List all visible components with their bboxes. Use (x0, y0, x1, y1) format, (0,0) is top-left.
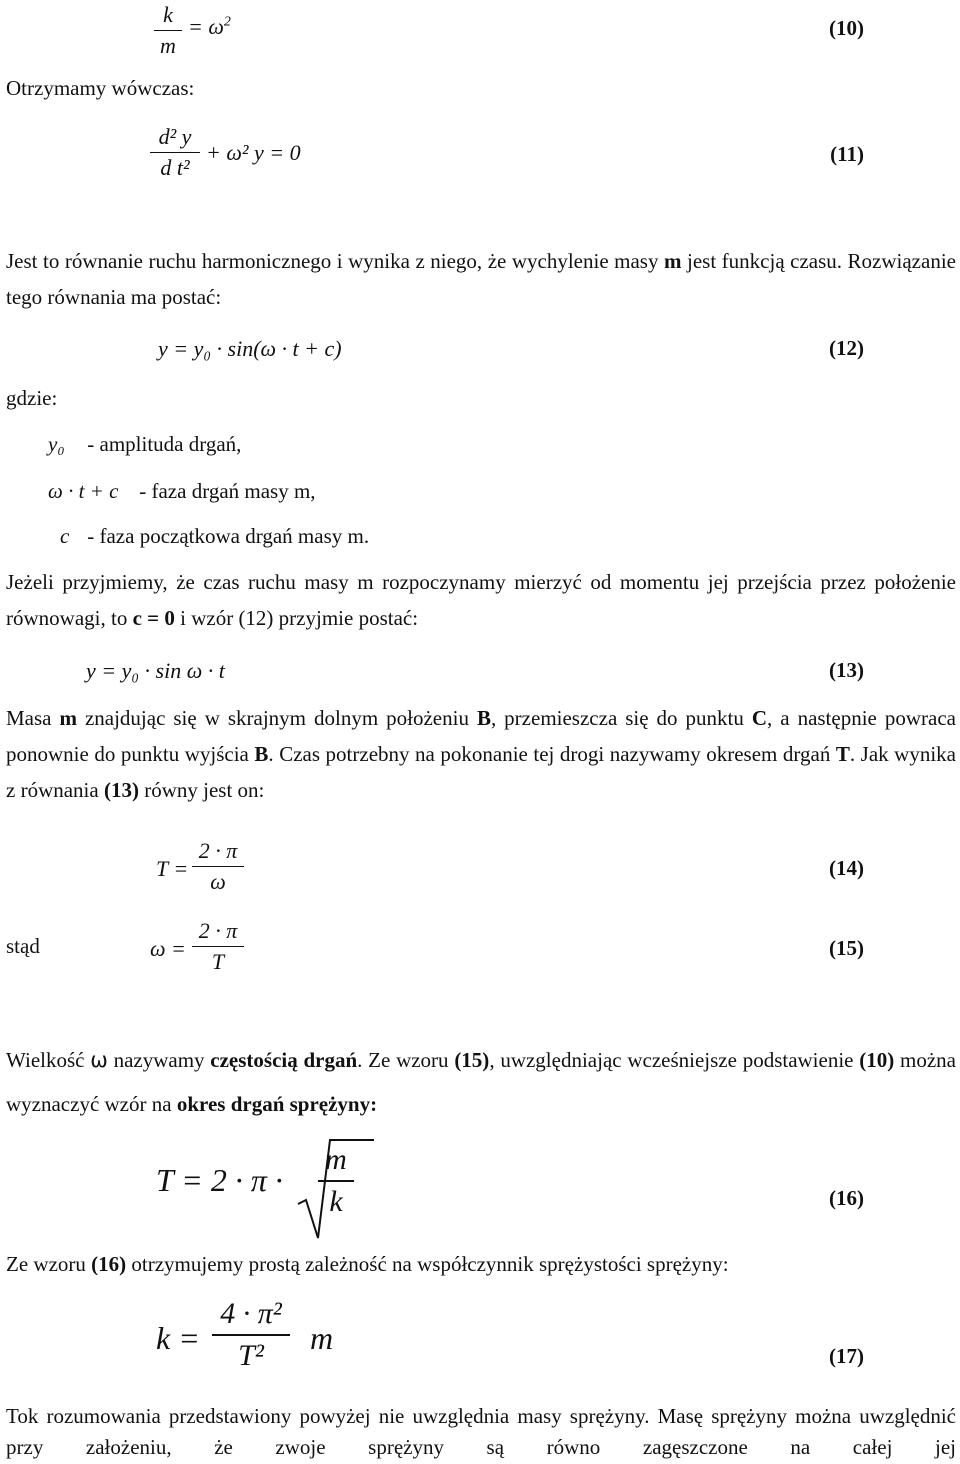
eq15-numerator: 2 · π (198, 918, 238, 943)
eq11-rest: + ω² y = 0 (206, 140, 301, 165)
gdzie-label: gdzie: (6, 386, 58, 410)
eq12-expression: y = y₀ · sin(ω · t + c) (158, 336, 342, 361)
paragraph-spring-mass: Tok rozumowania przedstawiony powyżej nie uwzględnia masy sprężyny. Masę sprężyny można uwzględnić przy założeniu, że zwoje sprężyny są równo zagęszczone na całej jej (6, 1404, 956, 1459)
eq15-denominator: T (211, 949, 225, 974)
eq11-denominator: d t² (160, 155, 190, 180)
eq17-number: (17) (829, 1344, 864, 1368)
eq14-lhs: T = (156, 856, 189, 881)
eq11-fraction (150, 124, 200, 181)
eq11-number: (11) (830, 142, 864, 166)
stad-label: stąd (6, 934, 40, 958)
paragraph-stiffness: Ze wzoru (16) otrzymujemy prostą zależność na współczynnik sprężystości sprężyny: (6, 1252, 729, 1276)
eq14-numerator: 2 · π (198, 838, 238, 863)
eq17-fraction (212, 1296, 290, 1374)
eq16-denominator: k (329, 1185, 343, 1218)
eq14-number: (14) (829, 856, 864, 880)
eq16-lhs: T = 2 · π · (156, 1162, 283, 1198)
eq17-lhs: k = (156, 1320, 200, 1356)
paragraph-frequency: Wielkość ω nazywamy częstością drgań. Ze wzoru (15), uwzględniając wcześniejsze podstawienie (10) można wyznaczyć wzór na okres drgań sprężyny: (6, 1048, 956, 1116)
eq11-numerator: d² y (158, 124, 192, 149)
eq10-fraction (154, 2, 182, 59)
paragraph-initial-condition: Jeżeli przyjmiemy, że czas ruchu masy m rozpoczynamy mierzyć od momentu jej przejścia przez położenie równowagi, to c = 0 i wzór (12) przyjmie postać: (6, 570, 956, 630)
eq13-expression: y = y₀ · sin ω · t (86, 658, 225, 683)
eq10-number: (10) (829, 16, 864, 40)
definition-initial-phase: c - faza początkowa drgań masy m. (60, 524, 370, 548)
paragraph-period: Masa m znajdując się w skrajnym dolnym położeniu B, przemieszcza się do punktu C, a następnie powraca ponownie do punktu wyjścia B. Czas potrzebny na pokonanie tej drogi nazywamy okresem drgań T. Jak wynika z równania (13) równy jest on: (6, 706, 956, 802)
eq16-numerator: m (325, 1143, 347, 1176)
intro-text: Otrzymamy wówczas: (6, 76, 195, 100)
eq13-number: (13) (829, 658, 864, 682)
eq16-number: (16) (829, 1186, 864, 1210)
eq10-numerator: k (163, 2, 173, 27)
eq15-number: (15) (829, 936, 864, 960)
eq15-lhs: ω = (150, 936, 186, 961)
definition-phase: ω · t + c - faza drgań masy m, (48, 479, 316, 503)
eq16-fraction (318, 1142, 354, 1220)
paragraph-harmonic: Jest to równanie ruchu harmonicznego i wynika z niego, że wychylenie masy m jest funkcją czasu. Rozwiązanie tego równania ma postać: (6, 249, 956, 309)
eq17-rhs: m (310, 1320, 334, 1356)
definition-amplitude: y₀ - amplituda drgań, (48, 432, 242, 456)
eq15-fraction (192, 918, 244, 975)
eq14-denominator: ω (210, 869, 226, 894)
eq17-denominator: T² (238, 1339, 264, 1372)
eq14-fraction (192, 838, 244, 895)
eq17-numerator: 4 · π² (220, 1297, 282, 1330)
eq12-number: (12) (829, 336, 864, 360)
eq10-denominator: m (160, 33, 176, 58)
eq10-rhs: = $\omega^2$ (188, 14, 231, 39)
